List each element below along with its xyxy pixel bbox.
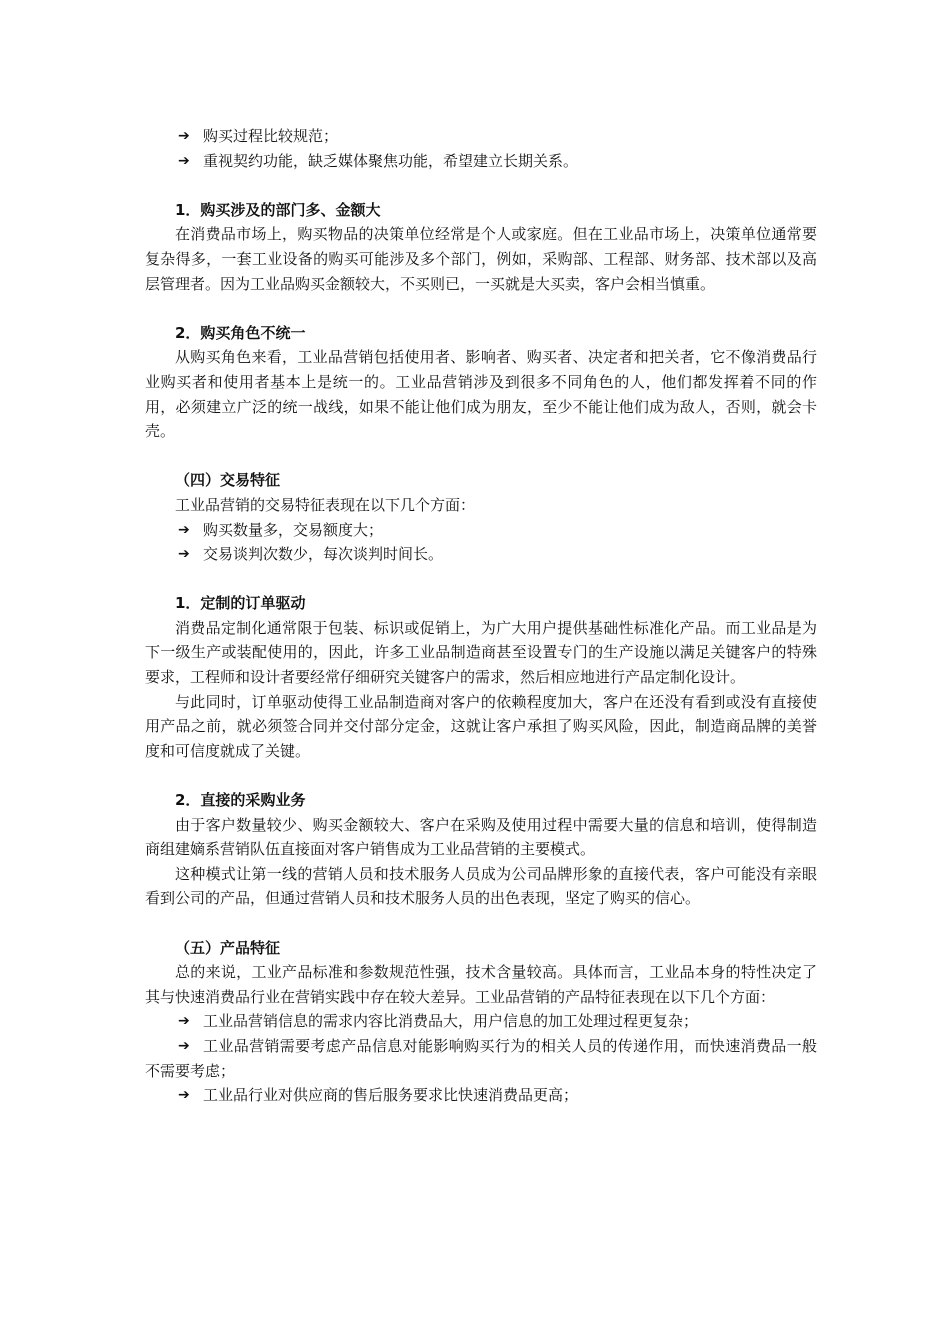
- bullet-item: ➔ 购买过程比较规范；: [145, 124, 817, 149]
- bullet-item: ➔ 重视契约功能，缺乏媒体聚焦功能，希望建立长期关系。: [145, 149, 817, 174]
- arrow-right-icon: ➔: [178, 521, 190, 538]
- section-heading: 1．定制的订单驱动: [175, 594, 306, 613]
- paragraph: 在消费品市场上，购买物品的决策单位经常是个人或家庭。但在工业品市场上，决策单位通常要复杂得多，一套工业设备的购买可能涉及多个部门，例如，采购部、工程部、财务部、技术部以及高层管理者。因为工业品购买金额较大，不买则已，一买就是大买卖，客户会相当慎重。: [145, 225, 817, 293]
- bullet-item: ➔ 工业品行业对供应商的售后服务要求比快速消费品更高；: [145, 1083, 817, 1108]
- arrow-right-icon: ➔: [178, 1037, 190, 1054]
- section-heading: 2．购买角色不统一: [175, 323, 306, 342]
- paragraph: 与此同时，订单驱动使得工业品制造商对客户的依赖程度加大，客户在还没有看到或没有直接使用产品之前，就必须签合同并交付部分定金，这就让客户承担了购买风险，因此，制造商品牌的美誉度和可信度就成了关键。: [145, 692, 817, 760]
- paragraph: 从购买角色来看，工业品营销包括使用者、影响者、购买者、决定者和把关者，它不像消费品行业购买者和使用者基本上是统一的。工业品营销涉及到很多不同角色的人，他们都发挥着不同的作用，必须建立广泛的统一战线，如果不能让他们成为朋友，至少不能让他们成为敌人，否则，就会卡壳。: [145, 348, 817, 441]
- bullet-item: ➔ 工业品营销信息的需求内容比消费品大，用户信息的加工处理过程更复杂；: [145, 1009, 817, 1034]
- arrow-right-icon: ➔: [178, 1013, 190, 1030]
- paragraph: 工业品营销的交易特征表现在以下几个方面：: [175, 495, 476, 514]
- arrow-right-icon: ➔: [178, 152, 190, 169]
- paragraph: 总的来说，工业产品标准和参数规范性强，技术含量较高。具体而言，工业品本身的特性决定了其与快速消费品行业在营销实践中存在较大差异。工业品营销的产品特征表现在以下几个方面：: [145, 963, 817, 1006]
- section-heading: （五）产品特征: [175, 938, 281, 957]
- bullet-item: ➔ 购买数量多，交易额度大；: [145, 518, 817, 543]
- arrow-right-icon: ➔: [178, 1087, 190, 1104]
- paragraph: 由于客户数量较少、购买金额较大、客户在采购及使用过程中需要大量的信息和培训，使得制造商组建嫡系营销队伍直接面对客户销售成为工业品营销的主要模式。: [145, 815, 817, 859]
- arrow-right-icon: ➔: [178, 546, 190, 563]
- paragraph: 消费品定制化通常限于包装、标识或促销上，为广大用户提供基础性标准化产品。而工业品是为下一级生产或装配使用的，因此，许多工业品制造商甚至设置专门的生产设施以满足关键客户的特殊要求，工程师和设计者要经常仔细研究关键客户的需求，然后相应地进行产品定制化设计。: [145, 618, 817, 687]
- bullet-item: ➔ 工业品营销需要考虑产品信息对能影响购买行为的相关人员的传递作用，而快速消费品一般不需要考虑；: [145, 1034, 817, 1083]
- document-body: [145, 124, 817, 1108]
- section-heading: （四）交易特征: [175, 471, 281, 490]
- section-heading: 1．购买涉及的部门多、金额大: [175, 200, 381, 219]
- bullet-item: ➔ 交易谈判次数少，每次谈判时间长。: [145, 542, 817, 567]
- arrow-right-icon: ➔: [178, 128, 190, 144]
- section-heading: 2．直接的采购业务: [175, 791, 306, 810]
- paragraph: 这种模式让第一线的营销人员和技术服务人员成为公司品牌形象的直接代表，客户可能没有亲眼看到公司的产品，但通过营销人员和技术服务人员的出色表现，坚定了购买的信心。: [145, 864, 817, 908]
